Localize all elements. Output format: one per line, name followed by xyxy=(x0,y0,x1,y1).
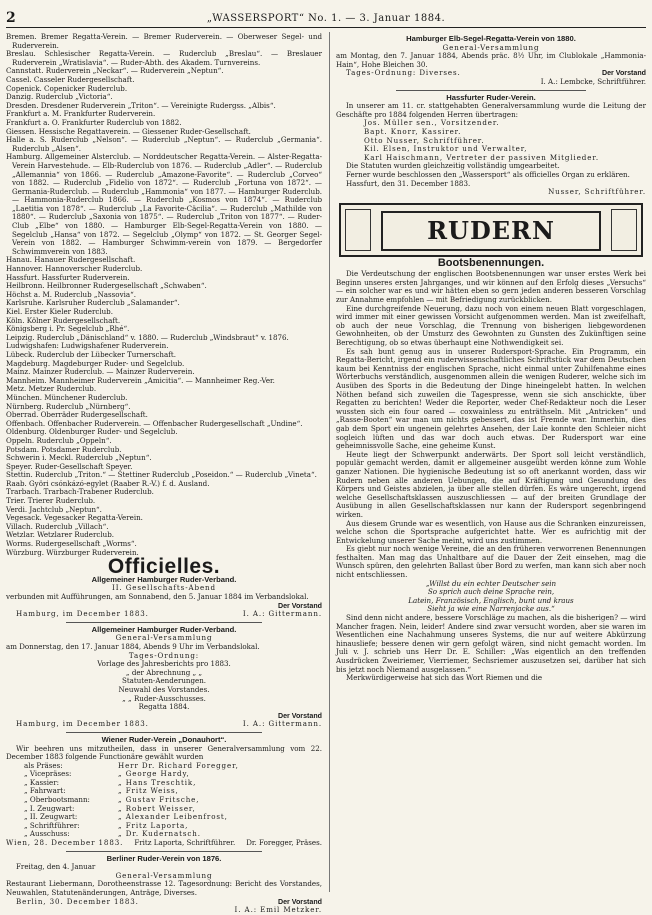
poem-quote xyxy=(336,580,646,614)
notice-elb xyxy=(336,35,646,87)
club-entry: Worms. Rudergesellschaft „Worms“. xyxy=(6,539,137,549)
article-body-continued xyxy=(336,614,646,683)
agenda-item: „ der Abrechnung „ „ xyxy=(125,667,203,677)
club-entry: Raab. Györi csónkázó-egylet (Raaber R.-V.) f. d. Ausland. xyxy=(6,478,210,488)
notice-ahrv-abend xyxy=(6,576,322,619)
ornament-left xyxy=(345,209,371,251)
officer-name: „ Fritz Laporta, xyxy=(118,820,189,830)
notice-date: Freitag, den 4. Januar xyxy=(16,862,96,872)
notice-text: verbunden mit Aufführungen, am Sonnabend, den 5. Januar 1884 im Verbandslokal. xyxy=(6,592,309,601)
officer-name: „ Gustav Fritsche, xyxy=(118,795,200,805)
notice-signature: Nusser, Schriftführer. xyxy=(548,187,646,197)
article-paragraph: Aus diesem Grunde war es wesentlich, von Hause aus die Schranken einzureissen, welche schon die Sportsprache aufgerichtet hatte. Wer es aufrichtig mit der Entwickelung unserer Sache meint, wird uns zustimmen. xyxy=(336,518,646,545)
club-entry: Königsberg i. Pr. Segelclub „Rhé“. xyxy=(6,324,130,334)
notice-subtitle: General-Versammlung xyxy=(115,633,213,643)
notice-place-date: Hamburg, im December 1883. xyxy=(16,609,149,619)
club-entry: Lübeck. Ruderclub der Lübecker Turnerschaft. xyxy=(6,349,176,359)
club-entry: Leipzig. Ruderclub „Dänischland“ v. 1880. — Ruderclub „Windsbraut“ v. 1876. xyxy=(6,332,289,342)
officer-name: „ Hans Treschtik, xyxy=(118,777,197,787)
right-column xyxy=(336,33,646,891)
separator xyxy=(66,851,262,852)
club-entry: Köln. Kölner Rudergesellschaft. xyxy=(6,315,121,325)
officer-role: „ Kassier: xyxy=(24,777,59,787)
club-entry: Dresden. Dresdener Ruderverein „Triton“. — Vereinigte Rudergss. „Albis“. xyxy=(6,100,276,110)
notice-signature-role: Der Vorstand xyxy=(277,601,322,610)
article-paragraph: Sind denn nicht andere, bessere Vorschläge zu machen, als die bisherigen? — wird Mancher fragen. Nein, leider! Andere sind zwar versucht worden, aber sie waren im Wesentlichen eine Nachahmung unseres Systems, die nur auf weitere Abkürzung hinausliefe; bessere denen wir gern gefolgt wären, sind nicht gemacht worden. Im Juli v. J. schrieb uns Herr Dr. E. Schiller: „Was eigentlich an den treffenden Ausdrücken Zweiriemer, Vierriemer, Sechsriemer auszusetzen sei, darüber hat sich bis jetzt noch Niemand ausgelassen.“ xyxy=(336,613,646,674)
officer-name: „ George Hardy, xyxy=(118,769,190,779)
officer-role: „ Oberbootsmann: xyxy=(24,795,90,805)
notice-text: Ferner wurde beschlossen den „Wassersport“ als officielles Organ zu erklären. xyxy=(346,169,630,179)
officer-name: „ Alexander Leibenfrost, xyxy=(118,812,228,822)
club-entry: Karlsruhe. Karlsruher Ruderclub „Salamander“. xyxy=(6,298,180,308)
notice-signature: I. A.: Gittermann. xyxy=(242,609,322,619)
rudern-banner xyxy=(339,203,643,257)
officer-role: „ Vicepräses: xyxy=(24,769,72,779)
officer-role: als Präses: xyxy=(24,760,63,770)
banner-text: RUDERN xyxy=(381,211,601,251)
separator xyxy=(66,732,262,733)
club-entry: Metz. Metzer Ruderclub. xyxy=(6,384,97,394)
board-member: Bapt. Knorr, Kassirer. xyxy=(364,126,462,136)
column-divider xyxy=(329,32,330,892)
article-paragraph: Eine durchgreifende Neuerung, dazu noch von einem neuen Blatt vorgeschlagen, wird immer mit einer gewissen Vorsicht aufgenommen werden. Man ist zweifelhaft, ob auch der neue Vorschlag, die Trennung von bisherigen liebgewordenen Gewohnheiten, ob der Umsturz des Gewohnten zu Gunsten des Zukünftigen seine Berechtigung, ob so etwas überhaupt eine Nothwendigkeit sei. xyxy=(336,303,646,348)
club-entry: München. Münchener Ruderclub. xyxy=(6,392,128,402)
officer-role: „ Ausschuss: xyxy=(24,829,70,839)
club-entry: Potsdam. Potsdamer Ruderclub. xyxy=(6,444,122,454)
notice-title: Hamburger Elb-Segel-Regatta-Verein von 1880. xyxy=(406,34,576,43)
page-number: 2 xyxy=(6,10,16,26)
poem-line: Sieht ja wie eine Narrenjacke aus.“ xyxy=(427,604,555,614)
notice-text: Die Statuten wurden gleichzeitig vollständig umgearbeitet. xyxy=(346,161,560,171)
masthead-line: „WASSERSPORT“ No. 1. — 3. Januar 1884. xyxy=(206,13,446,24)
poem-line: Latein, Französisch, Englisch, bunt und kraus xyxy=(408,595,574,605)
club-entry: Wetzlar. Wetzlarer Ruderclub. xyxy=(6,530,114,540)
officer-name: Herr Dr. Richard Foregger, xyxy=(118,760,239,770)
ornament-right xyxy=(611,209,637,251)
notice-text: In unserer am 11. cr. stattgehabten Generalversammlung wurde die Leitung der Geschäfte pro 1884 folgenden Herren übertragen: xyxy=(336,101,646,119)
notice-place-date: Berlin, 30. December 1883. xyxy=(16,896,139,906)
notice-place-date: Hamburg, im December 1883. xyxy=(16,719,149,729)
club-entry: Mainz. Mainzer Ruderclub. — Mainzer Ruderverein. xyxy=(6,367,195,377)
club-entry: Stettin. Ruderclub „Triton.“ — Stettiner Ruderclub „Poseidon.“ — Ruderclub „Vineta“. xyxy=(6,470,317,480)
club-entry: Danzig. Ruderclub „Victoria“. xyxy=(6,92,113,102)
notice-hassfurt xyxy=(336,94,646,197)
article-title: Bootsbenennungen. xyxy=(437,256,545,269)
club-list xyxy=(6,33,322,557)
club-entry: Ludwigshafen: Ludwigshafener Ruderverein. xyxy=(6,341,169,351)
board-member: Kil. Elsen, Instruktor und Verwalter, xyxy=(364,144,528,154)
officer-role: „ I. Zeugwart: xyxy=(24,803,75,813)
club-entry: Frankfurt a. O. Frankfurter Ruderclub von 1882. xyxy=(6,117,182,127)
notice-place-date: Hassfurt, den 31. December 1883. xyxy=(346,178,471,188)
notice-signature: Dr. Foregger, Präses. xyxy=(246,838,322,848)
club-entry: Cassel. Casseler Rudergesellschaft. xyxy=(6,74,135,84)
poem-line: „Willst du ein echter Deutscher sein xyxy=(425,578,557,588)
separator xyxy=(66,622,262,623)
notice-place-date: Wien, 28. December 1883. xyxy=(6,838,124,848)
club-entry: Schwerin i. Meckl. Ruderclub „Neptun“. xyxy=(6,453,152,463)
agenda-item: Neuwahl des Vorstandes. xyxy=(118,684,210,694)
agenda-title: Tages-Ordnung: Diverses. xyxy=(346,68,461,78)
club-entry: Breslau. Schlesischer Regatta-Verein. — Ruderclub „Breslau“. — Breslauer Ruderverein „Wratislavia“. — Ruder-Abth. des Akadem. Turnvereins. xyxy=(6,49,322,67)
notice-signature-role: Der Vorstand xyxy=(277,897,322,906)
notice-signature: I. A.: Lembcke, Schriftführer. xyxy=(540,76,646,86)
club-entry: Trier. Trierer Ruderclub. xyxy=(6,496,96,506)
separator xyxy=(396,90,586,91)
article-paragraph: Es sah bunt genug aus in unserer Rudersport-Sprache. Ein Programm, ein Regatta-Bericht, irgend ein ruderwissenschaftliches Schriftstück war dem Deutschen kaum bei Kenntniss der englischen Sprache, nicht einmal unter Zuhilfenahme eines Wörterbuchs verständlich, ausgenommen allein die wenigen Ruderer, welche sich im Ausüben des Sports in die Bedeutung der Dinge hineingelebt hatten. In welchen Nöthen befand sich zuweilen die Tagespresse, wenn sie sich anschickte, über Regatten zu berichten! Weder die Reporter, weder Chef-Redakteur noch die Leser wussten sich ein four oared — coxwainless zu enträthseln. Mit „Antricken“ und „Rasse-Booten“ war man um nichts gebessert, das ist Fremde war. Immerhin, dies gab dem Sport ein ungenein gelehrtes Ansehen, der Laie konnte den Schleier nicht sogleich lüften und das war doch auch etwas. Der Rudersport war eine geheimnissvolle Sache, eine geheime Kunst. xyxy=(336,346,646,451)
notice-text: Restaurant Liebermann, Dorotheenstrasse 12. Tagesordnung: Bericht des Vorstandes, Neuwahlen, Statutenänderungen, Anträge, Diverses. xyxy=(6,879,322,897)
article-body xyxy=(336,270,646,579)
club-entry: Hassfurt. Hassfurter Ruderverein. xyxy=(6,272,130,282)
club-entry: Würzburg. Würzburger Ruderverein. xyxy=(6,547,139,557)
club-entry: Hanau. Hanauer Rudergesellschaft. xyxy=(6,255,136,265)
club-entry: Frankfurt a. M. Frankfurter Ruderverein. xyxy=(6,109,156,119)
club-entry: Copenick. Copenicker Ruderclub. xyxy=(6,83,128,93)
poem-line: So sprich auch deine Sprache rein, xyxy=(427,587,555,597)
club-entry: Halle a. S. Ruderclub „Nelson“. — Ruderclub „Neptun“. — Ruderclub „Germania“. Ruderclub „Alsen“. xyxy=(6,135,322,153)
left-column xyxy=(6,32,322,915)
club-entry: Oppeln. Ruderclub „Oppeln“. xyxy=(6,435,112,445)
board-member: Otto Nusser, Schriftführer. xyxy=(364,135,485,145)
club-entry: Vegesack. Vegesacker Regatta-Verein. xyxy=(6,513,143,523)
agenda-title: Tages-Ordnung: xyxy=(128,650,200,660)
notice-title: Berliner Ruder-Verein von 1876. xyxy=(106,853,222,863)
agenda-item: Statuten-Aenderungen. xyxy=(121,676,207,686)
notice-text: Wir beehren uns mitzutheilen, dass in unserer Generalversammlung vom 22. December 1883 folgende Functionäre gewählt wurden xyxy=(6,743,322,762)
notice-title: Allgemeiner Hamburger Ruder-Verband. xyxy=(91,574,237,584)
club-entry: Oldenburg. Oldenburger Ruder- und Segelclub. xyxy=(6,427,178,437)
notice-subtitle: II. Gesellschafts-Abend xyxy=(112,583,216,593)
club-entry: Verdi. Jachtclub „Neptun“. xyxy=(6,504,102,514)
agenda-item: „ „ Ruder-Ausschusses. xyxy=(122,693,206,703)
officer-role: „ Fahrwart: xyxy=(24,786,66,796)
notice-title: Allgemeiner Hamburger Ruder-Verband. xyxy=(91,624,237,634)
club-entry: Nürnberg. Ruderclub „Nürnberg“. xyxy=(6,401,131,411)
agenda-item: Vorlage des Jahresberichts pro 1883. xyxy=(97,659,231,669)
officer-name: „ Robert Weisser, xyxy=(118,803,196,813)
notice-signature-role: Der Vorstand xyxy=(601,69,646,78)
article-paragraph: Heute liegt der Schwerpunkt anderwärts. Der Sport soll leicht verständlich, populär gemacht werden, damit er allgemeiner ausgeübt werden könne zum Wohle ganzer Nationen. Die hygienische Bedeutung ist so oft anerkannt worden, dass wir Rudern neben alle anderen Uebungen, die auf Kräftigung und Gesundung des Körpers und Geistes abzielen, ja über alle stellen dürfen. Es wäre ungerecht, irgend welche Gesellschaftsklassen auszuschliessen — auf der breiten Grundlage der Ausübung in allen Gesellschaftsklassen nur kann der Rudersport segenbringend wirken. xyxy=(336,449,646,519)
notice-signature: I. A.: Gittermann. xyxy=(242,719,322,729)
notice-title: Hassfurter Ruder-Verein. xyxy=(446,92,536,102)
officer-role: „ II. Zeugwart: xyxy=(24,812,78,822)
notice-subtitle: General-Versammlung xyxy=(115,870,213,880)
club-entry: Höchst a. M. Ruderclub „Nassovia“. xyxy=(6,289,136,299)
club-entry: Cannstatt. Ruderverein „Neckar“. — Ruderverein „Neptun“. xyxy=(6,66,224,76)
notice-title: Wiener Ruder-Verein „Donauhort“. xyxy=(101,734,227,744)
notice-signature: Fritz Laporta, Schriftführer. xyxy=(134,838,236,848)
board-member: Karl Haischmann, Vertreter der passiven Mitglieder. xyxy=(364,152,600,162)
agenda-item: Regatta 1884. xyxy=(138,702,190,712)
notice-text: am Donnerstag, den 17. Januar 1884, Abends 9 Uhr im Verbandslokal. xyxy=(6,641,260,651)
notice-signature-role: Der Vorstand xyxy=(277,711,322,720)
club-entry: Heilbronn. Heilbronner Rudergesellschaft „Schwaben“. xyxy=(6,281,207,291)
officielles-heading: Officielles. xyxy=(107,555,221,579)
article-paragraph: Merkwürdigerweise hat sich das Wort Riemen und die xyxy=(346,673,543,683)
board-member: Jos. Müller sen., Vorsitzender. xyxy=(364,118,500,128)
notice-wiener xyxy=(6,736,322,848)
article-paragraph: Es giebt nur noch wenige Vereine, die an den früheren verworrenen Benennungen festhalten. Man mag das Unhaltbare auf die Dauer der Zeit einsehen, mag die Wunsch spüren, den gelehrten Ballast über Bord zu werfen, man kann sich aber noch nicht entschliessen. xyxy=(336,544,646,580)
notice-subtitle: General-Versammlung xyxy=(442,42,540,52)
club-entry: Giessen. Hessische Regattaverein. — Giessener Ruder-Gesellschaft. xyxy=(6,126,251,136)
club-entry: Hamburg. Allgemeiner Alsterclub. — Norddeutscher Regatta-Verein. — Alster-Regatta-Verein Harvestehude. — Elb-Ruderclub von 1876. — Ruderclub „Adler“. — Ruderclub „Allemannia“ von 1866. — Ruderclub „Amazone-Favorite“. — Ruderclub „Corveo“ von 1882. — Ruderclub „Fidelio von 1872“. — Ruderclub „Fortuna von 1872“. — Germania-Ruderclub. — Ruderclub „Hammonia“ von 1877. — Hamburger Ruderclub. — Hammonia-Ruderclub 1866. — Ruderclub „Kosmos von 1874“. — Ruderclub „Laetitia von 1878“. — Ruderclub „La Favorite-Cäcilia“. — Ruderclub „Mathilde von 1880“. — Ruderclub „Saxonia von 1875“. — Ruderclub „Triton von 1877“. — Ruder-Club „Elbe“ von 1880. — Hamburger Elb-Segel-Regatta-Verein von 1880. — Segelclub „Hansa“ von 1872. — Segelclub „Olymp“ von 1872. — St. Georger Segel-Verein von 1882. — Hamburger Schwimm-verein von 1879. — Bergedorfer Schwimmverein von 1883. xyxy=(6,152,322,256)
notice-berliner xyxy=(6,855,322,915)
club-entry: Villach. Ruderclub „Villach“. xyxy=(6,521,109,531)
page-header xyxy=(0,0,652,26)
club-entry: Kiel. Erster Kieler Ruderclub. xyxy=(6,307,113,316)
club-entry: Speyer. Ruder-Gesellschaft Speyer. xyxy=(6,461,133,471)
notice-signature: I. A.: Emil Metzker. xyxy=(234,905,322,915)
officer-name: „ Dr. Kudernatsch. xyxy=(118,829,201,839)
officer-name: „ Fritz Weiss, xyxy=(118,786,179,796)
club-entry: Trarbach. Trarbach-Trabener Ruderclub. xyxy=(6,487,154,497)
article-paragraph: Die Verdeutschung der englischen Bootsbenennungen war unser erstes Werk bei Beginn unseres ersten Jahrganges, und wir können auf den Erfolg dieses „Versuchs“ — ein solcher war es und wir hätten eben so gern jeden anderen besseren Vorschlag zur Annahme empfohlen — mit Befriedigung zurückblicken. xyxy=(336,269,646,305)
notice-text: am Montag, den 7. Januar 1884, Abends präc. 8½ Uhr, im Clublokale „Hammonia-Hain“, Hohe Bleichen 30. xyxy=(336,51,646,69)
notice-ahrv-versammlung xyxy=(6,626,322,729)
club-entry: Oberrad. Oberräder Rudergesellschaft. xyxy=(6,410,148,420)
club-entry: Mannheim. Mannheimer Ruderverein „Amicitia“. — Mannheimer Reg.-Ver. xyxy=(6,375,275,385)
club-entry: Bremen. Bremer Regatta-Verein. — Bremer Ruderverein. — Oberweser Segel- und Ruderverein. xyxy=(6,32,322,50)
club-entry: Hannover. Hannoverscher Ruderclub. xyxy=(6,264,143,274)
club-entry: Offenbach. Offenbacher Ruderverein. — Offenbacher Rudergesellschaft „Undine“. xyxy=(6,418,303,428)
officer-list xyxy=(6,762,322,839)
officer-role: „ Schriftführer: xyxy=(24,820,80,830)
club-entry: Magdeburg. Magdeburger Ruder- und Segelclub. xyxy=(6,358,185,368)
header-rule xyxy=(6,27,646,28)
